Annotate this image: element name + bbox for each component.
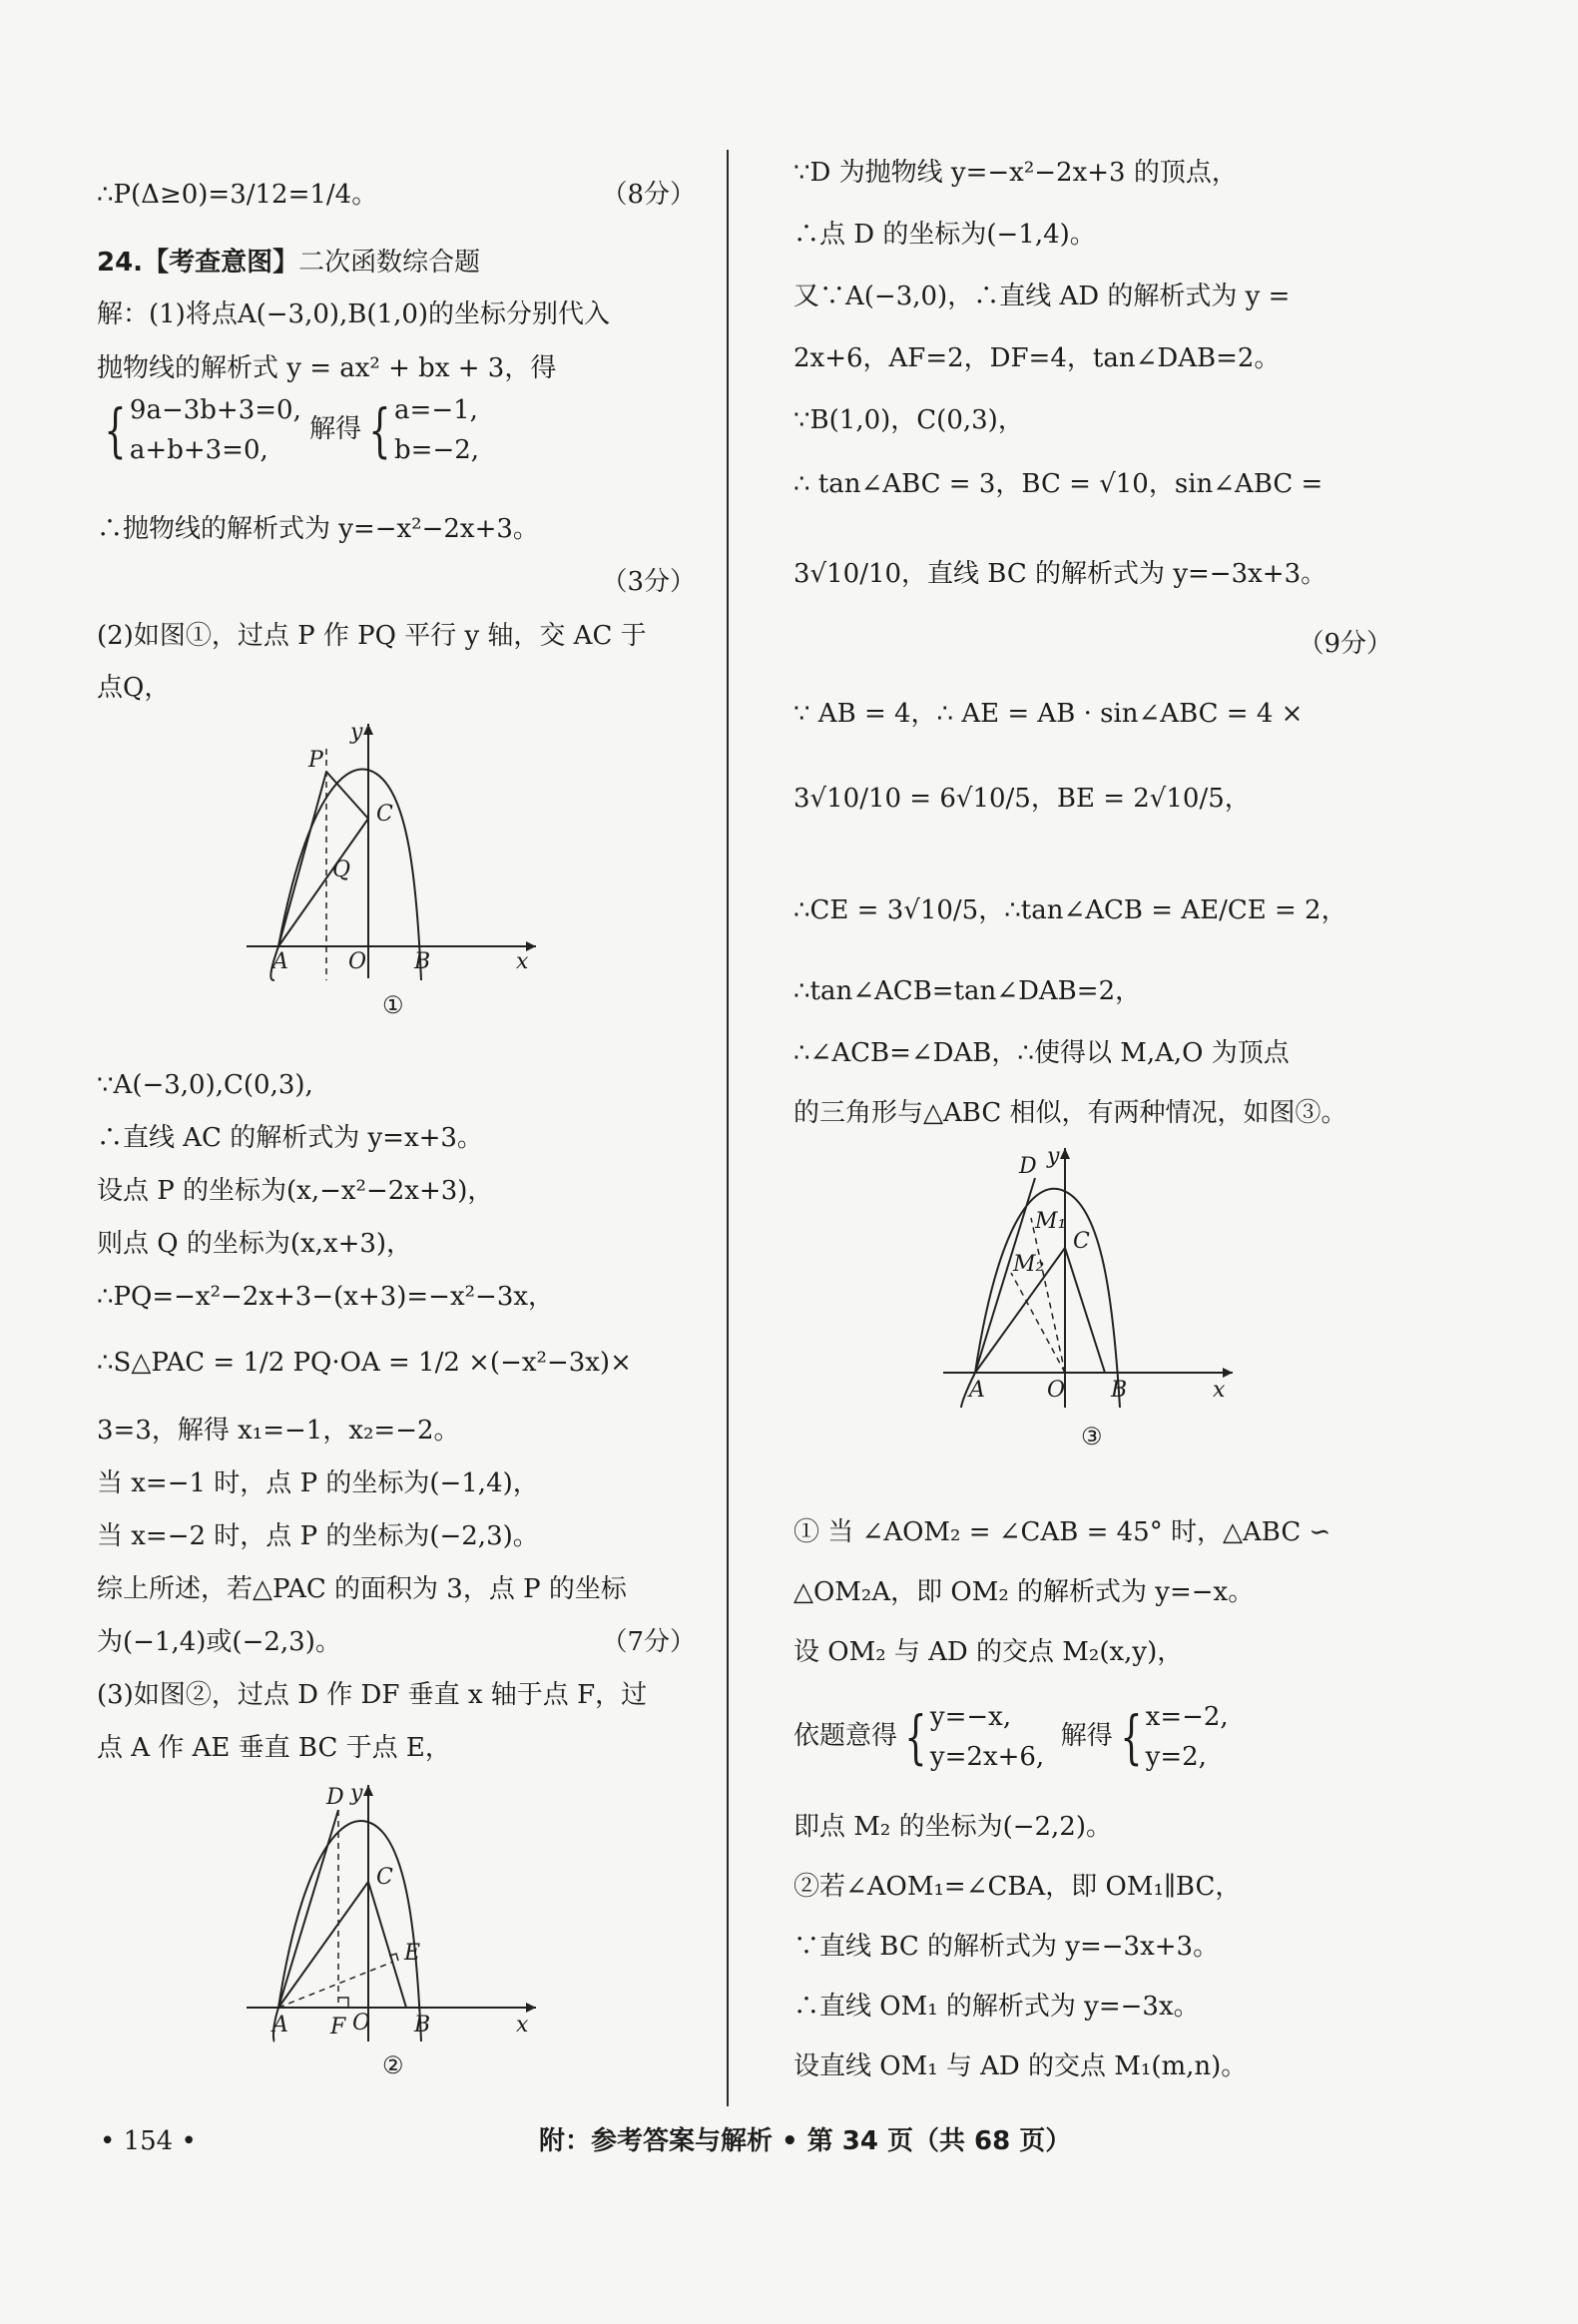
column-divider xyxy=(727,150,729,2106)
fig2-point-c: C xyxy=(376,1865,393,1890)
right-line-16: 设 OM₂ 与 AD 的交点 M₂(x,y)， xyxy=(793,1637,1184,1667)
solution-1-line-1: 解：(1)将点A(−3,0),B(1,0)的坐标分别代入 xyxy=(97,299,611,329)
right-system-sol-1: x=−2, xyxy=(1145,1702,1229,1732)
solution-2-line-4: ∴直线 AC 的解析式为 y=x+3。 xyxy=(97,1123,483,1153)
score-8: （8分） xyxy=(601,180,696,210)
question-24-heading xyxy=(97,243,480,283)
question-number: 24. xyxy=(97,248,144,278)
right-system: 依题意得 { y=−x, y=2x+6, 解得 { x=−2, y=2, xyxy=(793,1697,1229,1777)
page-number: • 154 • xyxy=(100,2126,197,2156)
fig3-axis-y: y xyxy=(1047,1144,1060,1169)
solution-1-conclusion: ∴抛物线的解析式为 y=−x²−2x+3。 xyxy=(97,514,539,544)
fig2-axis-x: x xyxy=(516,2013,529,2037)
fig3-axis-x: x xyxy=(1213,1378,1226,1403)
footer-title: 附：参考答案与解析 • 第 34 页（共 68 页） xyxy=(539,2126,1072,2156)
solution-2-line-2: 点Q， xyxy=(97,673,171,703)
solution-2-line-10: 当 x=−1 时，点 P 的坐标为(−1,4)， xyxy=(97,1468,539,1498)
fig2-point-d: D xyxy=(326,1785,344,1810)
fig3-point-c: C xyxy=(1073,1229,1090,1254)
fig3-point-d: D xyxy=(1019,1154,1037,1179)
score-9: （9分） xyxy=(1298,629,1392,659)
solution-2-line-1: (2)如图①，过点 P 作 PQ 平行 y 轴，交 AC 于 xyxy=(97,621,647,651)
right-line-20: ∵直线 BC 的解析式为 y=−3x+3。 xyxy=(793,1932,1220,1962)
solution-2-line-5: 设点 P 的坐标为(x,−x²−2x+3)， xyxy=(97,1176,494,1206)
fig1-point-c: C xyxy=(376,802,393,827)
fig3-point-m2: M₂ xyxy=(1013,1252,1045,1277)
fig1-point-b: B xyxy=(414,949,431,974)
right-system-sol-2: y=2, xyxy=(1145,1742,1207,1772)
solution-3-line-1: (3)如图②，过点 D 作 DF 垂直 x 轴于点 F，过 xyxy=(97,1680,648,1710)
right-line-8: ∵ AB = 4，∴ AE = AB · sin∠ABC = 4 × xyxy=(793,699,1304,729)
fig3-point-b: B xyxy=(1111,1378,1128,1403)
fig1-point-o: O xyxy=(348,949,367,974)
fig1-point-a: A xyxy=(272,949,288,974)
solution-2-line-13: 为(−1,4)或(−2,3)。 xyxy=(97,1627,341,1657)
fig2-point-a: A xyxy=(272,2013,288,2037)
right-line-11: ∴tan∠ACB=tan∠DAB=2， xyxy=(793,976,1142,1006)
solution-1-system: { 9a−3b+3=0, a+b+3=0, 解得 { a=−1, b=−2, xyxy=(97,390,479,470)
right-line-13: 的三角形与△ABC 相似，有两种情况，如图③。 xyxy=(793,1098,1347,1128)
solve-word: 解得 xyxy=(309,414,362,444)
fig2-point-e: E xyxy=(404,1941,421,1966)
score-3: （3分） xyxy=(601,567,696,597)
fig3-point-a: A xyxy=(969,1378,985,1403)
right-system-eq-2: y=2x+6, xyxy=(929,1742,1045,1772)
solution-2-line-7: ∴PQ=−x²−2x+3−(x+3)=−x²−3x， xyxy=(97,1282,555,1312)
right-line-1: ∵D 为抛物线 y=−x²−2x+3 的顶点， xyxy=(793,158,1238,188)
right-line-4: 2x+6，AF=2，DF=4，tan∠DAB=2。 xyxy=(793,343,1281,373)
right-line-21: ∴直线 OM₁ 的解析式为 y=−3x。 xyxy=(793,1992,1200,2022)
fig1-point-p: P xyxy=(308,748,323,773)
fig2-point-f: F xyxy=(330,2015,346,2039)
right-line-22: 设直线 OM₁ 与 AD 的交点 M₁(m,n)。 xyxy=(793,2051,1248,2081)
right-line-14: ① 当 ∠AOM₂ = ∠CAB = 45° 时，△ABC ∽ xyxy=(793,1517,1331,1547)
right-line-6: ∴ tan∠ABC = 3，BC = √10，sin∠ABC = xyxy=(793,469,1323,499)
solution-3-line-2: 点 A 作 AE 垂直 BC 于点 E， xyxy=(97,1733,451,1763)
right-line-18: 即点 M₂ 的坐标为(−2,2)。 xyxy=(793,1812,1112,1842)
figure-2-label: ② xyxy=(382,2051,404,2079)
solution-2-line-8: ∴S△PAC = 1/2 PQ·OA = 1/2 ×(−x²−3x)× xyxy=(97,1348,632,1378)
question-title: 二次函数综合题 xyxy=(298,248,481,278)
figure-3 xyxy=(943,1143,1243,1413)
fig2-point-b: B xyxy=(414,2013,431,2037)
solution-2-line-11: 当 x=−2 时，点 P 的坐标为(−2,3)。 xyxy=(97,1521,539,1551)
right-line-19: ②若∠AOM₁=∠CBA，即 OM₁∥BC， xyxy=(793,1872,1242,1902)
fig3-point-m1: M₁ xyxy=(1035,1209,1067,1234)
fig1-axis-y: y xyxy=(350,720,363,745)
fig3-point-o: O xyxy=(1047,1378,1066,1403)
figure-2 xyxy=(247,1780,546,2044)
system-eq-1: 9a−3b+3=0, xyxy=(129,395,301,425)
score-7: （7分） xyxy=(601,1627,696,1657)
right-solve-word: 解得 xyxy=(1060,1721,1113,1751)
right-line-15: △OM₂A，即 OM₂ 的解析式为 y=−x。 xyxy=(793,1577,1255,1607)
fig1-point-q: Q xyxy=(332,858,351,882)
solution-2-line-12: 综上所述，若△PAC 的面积为 3，点 P 的坐标 xyxy=(97,1574,627,1604)
system-eq-2: a+b+3=0, xyxy=(129,435,268,465)
system-sol-1: a=−1, xyxy=(394,395,478,425)
solution-2-line-6: 则点 Q 的坐标为(x,x+3)， xyxy=(97,1229,413,1259)
right-line-12: ∴∠ACB=∠DAB，∴使得以 M,A,O 为顶点 xyxy=(793,1038,1290,1068)
figure-1-label: ① xyxy=(382,991,404,1019)
question-tag: 【考查意图】 xyxy=(143,248,299,278)
right-line-3: 又∵A(−3,0)，∴直线 AD 的解析式为 y = xyxy=(793,282,1291,311)
right-system-eq-1: y=−x, xyxy=(929,1702,1012,1732)
fig2-point-o: O xyxy=(352,2011,371,2035)
solution-2-line-3: ∵A(−3,0),C(0,3), xyxy=(97,1070,313,1100)
system-sol-2: b=−2, xyxy=(394,435,480,465)
right-line-2: ∴点 D 的坐标为(−1,4)。 xyxy=(793,220,1096,250)
solution-1-line-2: 抛物线的解析式 y = ax² + bx + 3，得 xyxy=(97,353,557,383)
solution-2-line-9: 3=3，解得 x₁=−1，x₂=−2。 xyxy=(97,1416,460,1446)
figure-1 xyxy=(247,719,546,983)
right-line-10: ∴CE = 3√10/5，∴tan∠ACB = AE/CE = 2， xyxy=(793,895,1347,925)
probability-result: ∴P(Δ≥0)=3/12=1/4。 xyxy=(97,180,378,210)
system-intro: 依题意得 xyxy=(793,1721,898,1751)
figure-3-label: ③ xyxy=(1081,1423,1103,1451)
right-line-5: ∵B(1,0)，C(0,3)， xyxy=(793,405,1024,435)
fig2-axis-y: y xyxy=(350,1781,363,1806)
right-line-7: 3√10/10，直线 BC 的解析式为 y=−3x+3。 xyxy=(793,559,1327,589)
fig1-axis-x: x xyxy=(516,949,529,974)
right-line-9: 3√10/10 = 6√10/5，BE = 2√10/5， xyxy=(793,784,1251,814)
